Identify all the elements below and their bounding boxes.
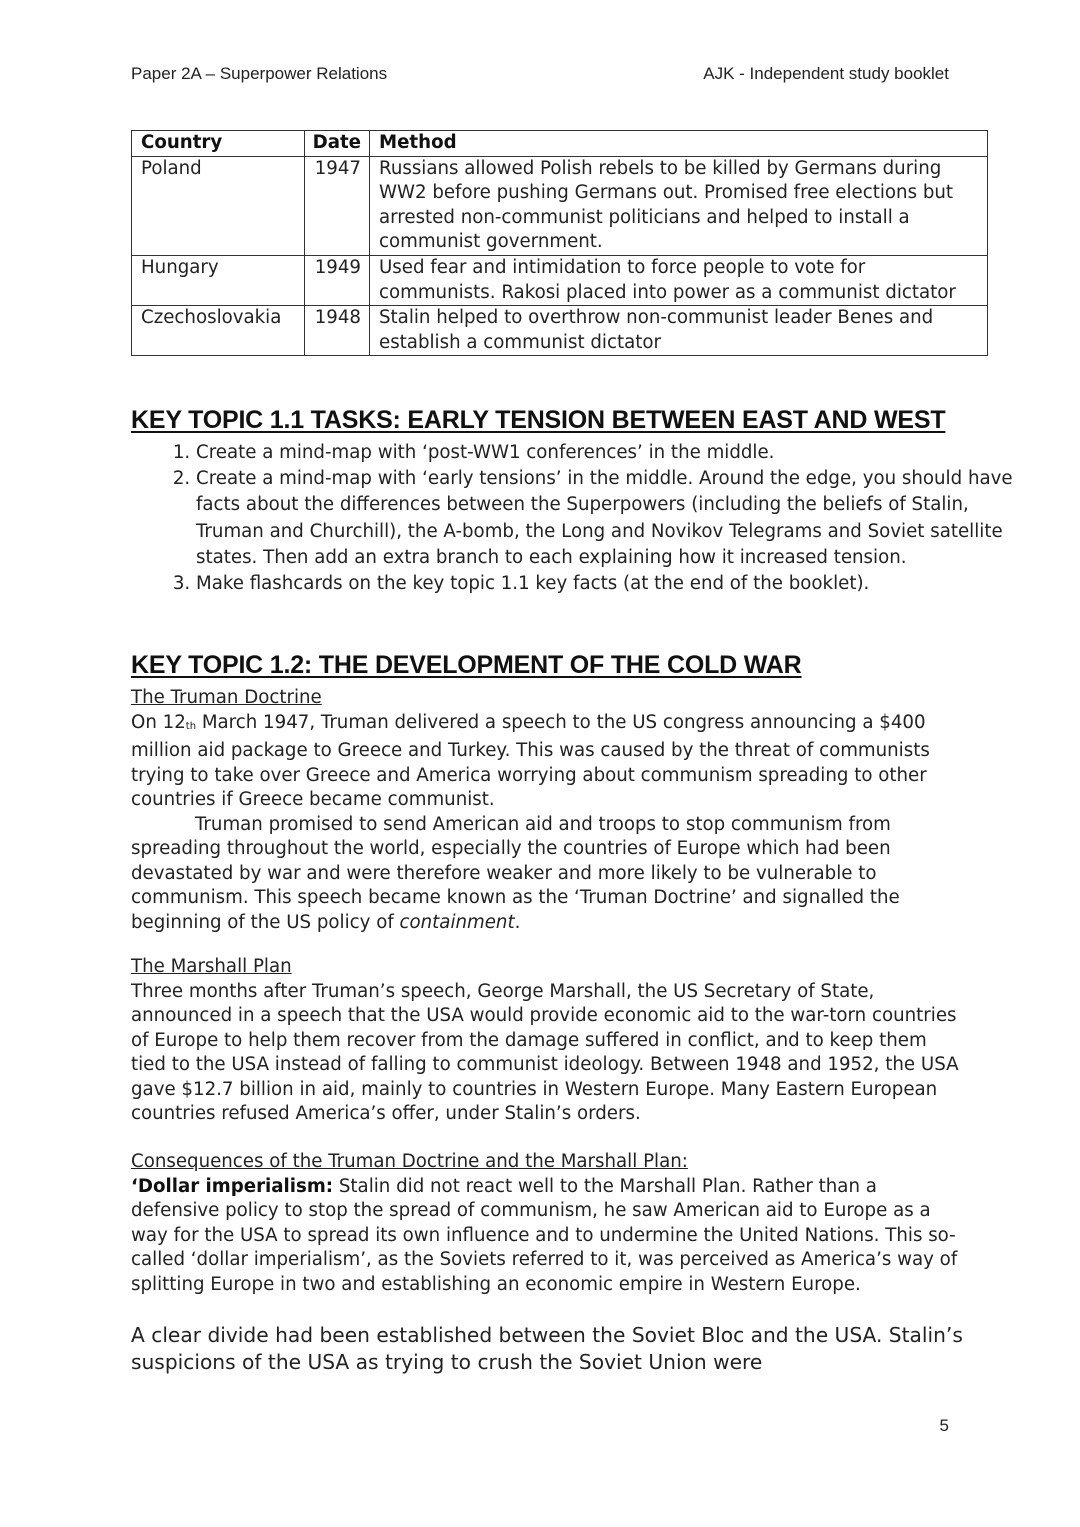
dollar-imperialism-term: ‘Dollar imperialism: xyxy=(131,1175,334,1197)
header-right: AJK - Independent study booklet xyxy=(703,64,949,83)
consequences-section xyxy=(131,1150,961,1297)
task-list xyxy=(131,440,1026,597)
cell-date: 1948 xyxy=(305,306,370,356)
page-number: 5 xyxy=(939,1416,949,1435)
cell-country: Czechoslovakia xyxy=(132,306,305,356)
table-row xyxy=(132,306,988,356)
text-run: On 12 xyxy=(131,711,186,733)
truman-doctrine-section xyxy=(131,686,961,935)
truman-paragraph-1 xyxy=(131,711,961,813)
consequences-subheading: Consequences of the Truman Doctrine and the Marshall Plan: xyxy=(131,1151,688,1172)
cell-country: Hungary xyxy=(132,255,305,305)
text-run: Stalin did not react well to the Marshall Plan. Rather than a defensive policy to stop the spread of communism, he saw American aid to Europe as a way for the USA to spread its own influence and to undermine the United Nations. This so-called ‘dollar imperialism’, as the Soviets referred to it, was perceived as America’s way of splitting Europe in two and establishing an economic empire in Western Europe. xyxy=(131,1175,958,1295)
text-run: March 1947, Truman delivered a speech to the US congress announcing a $400 million aid package to Greece and Turkey. This was caused by the threat of communists trying to take over Greece and America worrying about communism spreading to other countries if Greece became communist. xyxy=(131,711,930,810)
divide-paragraph: A clear divide had been established between the Soviet Bloc and the USA. Stalin’s suspicions of the USA as trying to crush the Soviet Union were xyxy=(131,1323,963,1374)
marshall-paragraph: Three months after Truman’s speech, George Marshall, the US Secretary of State, announced in a speech that the USA would provide economic aid to the war-torn countries of Europe to help them recover from the damage suffered in conflict, and to keep them tied to the USA instead of falling to communist ideology. Between 1948 and 1952, the USA gave $12.7 billion in aid, mainly to countries in Western Europe. Many Eastern European countries refused America’s offer, under Stalin’s orders. xyxy=(131,980,959,1124)
column-header-method: Method xyxy=(370,131,988,157)
task-item: 3. Make flashcards on the key topic 1.1 key facts (at the end of the booklet). xyxy=(196,571,1026,597)
cell-method: Used fear and intimidation to force people to vote for communists. Rakosi placed into power as a communist dictator xyxy=(370,255,988,305)
task-item: 2. Create a mind-map with ‘early tensions’ in the middle. Around the edge, you should have facts about the differences between the Superpowers (including the beliefs of Stalin, Truman and Churchill), the A-bomb, the Long and Novikov Telegrams and Soviet satellite states. Then add an extra branch to each explaining how it increased tension. xyxy=(196,466,1026,571)
topic-1-2-heading: KEY TOPIC 1.2: THE DEVELOPMENT OF THE COLD WAR xyxy=(131,651,802,679)
cell-country: Poland xyxy=(132,156,305,255)
column-header-country: Country xyxy=(132,131,305,157)
marshall-plan-subheading: The Marshall Plan xyxy=(131,956,292,977)
ordinal-suffix: th xyxy=(185,720,197,732)
dollar-imperialism-paragraph xyxy=(131,1175,961,1298)
cell-method: Stalin helped to overthrow non-communist leader Benes and establish a communist dictator xyxy=(370,306,988,356)
truman-doctrine-subheading: The Truman Doctrine xyxy=(131,687,322,708)
table-row xyxy=(132,156,988,255)
satellite-states-table xyxy=(131,130,988,356)
column-header-date: Date xyxy=(305,131,370,157)
marshall-plan-section xyxy=(131,955,961,1127)
cell-method: Russians allowed Polish rebels to be killed by Germans during WW2 before pushing Germans out. Promised free elections but arrested non-communist politicians and helped to install a communist government. xyxy=(370,156,988,255)
cell-date: 1949 xyxy=(305,255,370,305)
text-run: Truman promised to send American aid and troops to stop communism from spreading throughout the world, especially the countries of Europe which had been devastated by war and were therefore weaker and more likely to be vulnerable to communism. This speech became known as the ‘Truman Doctrine’ and signalled the beginning of the US policy of xyxy=(131,813,900,933)
topic-1-1-heading: KEY TOPIC 1.1 TASKS: EARLY TENSION BETWEEN EAST AND WEST xyxy=(131,406,946,434)
task-item: 1. Create a mind-map with ‘post-WW1 conferences’ in the middle. xyxy=(196,440,1026,466)
header-left: Paper 2A – Superpower Relations xyxy=(131,64,388,83)
containment-term: containment xyxy=(399,911,515,933)
table-header-row xyxy=(132,131,988,157)
cell-date: 1947 xyxy=(305,156,370,255)
truman-paragraph-2 xyxy=(131,813,961,936)
table-row xyxy=(132,255,988,305)
text-run: . xyxy=(514,911,521,933)
